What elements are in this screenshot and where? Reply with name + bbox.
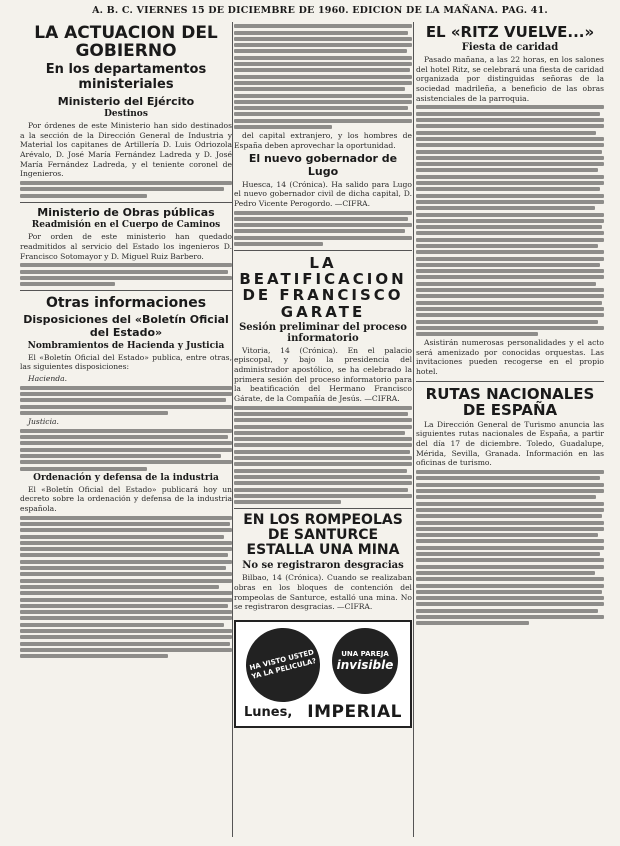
text-block [416,105,604,336]
ad-badge-top: UNA PAREJA [341,649,389,658]
text-block [20,429,232,471]
section-rule [20,290,232,291]
article-text: Por orden de este ministerio han quedado readmitidos al servicio del Estado los ingenieros D. Francisco Sotomayor y D. Miguel Ruiz Barbero. [20,232,232,261]
text-block [416,470,604,625]
section-rule [234,508,412,509]
mine-subhead: No se registraron desgracias [242,560,404,572]
section-rule [234,250,412,251]
section-rule [20,202,232,203]
section-title: El nuevo gobernador de Lugo [248,152,398,178]
column-divider [413,22,414,837]
section-subtitle: Readmisión en el Cuerpo de Caminos [31,220,221,231]
ad-brand: IMPERIAL [307,701,402,722]
article-text: Pasado mañana, a las 22 horas, en los salones del hotel Ritz, se celebrará una fiesta de caridad organizada por distinguidas señoras de la sociedad madrileña, a beneficio de las obras asistenciales de la parroquia. [416,55,604,103]
article-text: Huesca, 14 (Crónica). Ha salido para Lugo el nuevo gobernador civil de dicha capital, D. Pedro Vicente Perogordo. —CIFRA. [234,179,412,208]
ad-badge-main: invisible [336,657,394,672]
ad-day: Lunes, [244,704,293,720]
text-block [234,211,412,246]
article-text: El «Boletín Oficial del Estado» publicará hoy un decreto sobre la ordenación y defensa de la industria española. [20,484,232,513]
main-headline: LA ACTUACION DEL GOBIERNO [34,23,218,62]
beatification-subhead: Sesión preliminar del proceso informatorio [239,321,407,344]
text-block [20,181,232,198]
article-text: Hacienda. [28,373,68,383]
section-subtitle: Destinos [104,109,148,120]
article-text: El «Boletín Oficial del Estado» publica, entre otras, las siguientes disposiciones: [20,352,232,372]
article-text: Por órdenes de este Ministerio han sido destinados a la sección de la Dirección General de Industria y Material los capitanes de Artillería D. Luis Odriozola Arévalo, D. José María Fernández Ladreda y D. José María Fernández Ladreda, y el teniente coronel de Ingenieros. [20,121,232,179]
article-text: Bilbao, 14 (Crónica). Cuando se realizaban obras en los bloques de contención del rompeolas de Santurce, estalló una mina. No se registraron desgracias. —CIFRA. [234,573,412,612]
article-text: Justicia. [28,416,59,426]
column-right [416,22,604,837]
ad-badge [332,628,398,694]
text-block [234,24,412,129]
beatification-headline: LA BEATIFICACION DE FRANCISCO GARATE [239,254,407,321]
section-headline: Otras informaciones [45,295,207,312]
column-left [20,22,232,837]
section-subtitle: Nombramientos de Hacienda y Justicia [27,340,225,351]
main-subhead: En los departamentos ministeriales [45,61,207,92]
text-block [20,386,232,415]
article-text: La Dirección General de Turismo anuncia las siguientes rutas nacionales de España, a partir del día 17 de diciembre. Toledo, Guadalupe, Mérida, Sevilla, Granada. Información en las oficinas de turismo. [416,419,604,468]
section-subtitle: Ordenación y defensa de la industria [33,472,219,483]
routes-headline: RUTAS NACIONALES DE ESPAÑA [425,384,595,419]
ad-seal: HA VISTO USTED YA LA PELICULA? [238,620,328,710]
ritz-headline: EL «RITZ VUELVE...» [425,23,595,41]
section-title: Ministerio del Ejército [57,94,195,108]
text-block [20,516,232,659]
article-text: Asistirán numerosas personalidades y el acto será amenizado por conocidas orquestas. Las invitaciones pueden recogerse en el propio hotel. [416,338,604,376]
section-title: Ministerio de Obras públicas [37,205,215,219]
article-text: del capital extranjero, y los hombres de España deben aprovechar la oportunidad. [234,131,412,150]
ritz-subhead: Fiesta de caridad [461,42,559,54]
column-divider [232,22,233,837]
text-block [234,406,412,504]
column-middle [234,22,412,837]
section-rule [416,381,604,382]
page-header: A. B. C. VIERNES 15 DE DICIEMBRE DE 1960. EDICION DE LA MAÑANA. PAG. 41. [92,5,548,16]
section-title: Disposiciones del «Boletín Oficial del Estado» [23,313,229,340]
article-text: Vitoria, 14 (Crónica). En el palacio episcopal, y bajo la presidencia del administrador apostólico, se ha celebrado la primera sesión del proceso informatorio para la beatificación del Hermano Francisco Gárate, de la Compañía de Jesús. —CIFRA. [234,345,412,403]
imperial-advertisement[interactable] [234,620,412,728]
mine-headline: EN LOS ROMPEOLAS DE SANTURCE ESTALLA UNA MINA [243,512,403,559]
text-block [20,263,232,286]
